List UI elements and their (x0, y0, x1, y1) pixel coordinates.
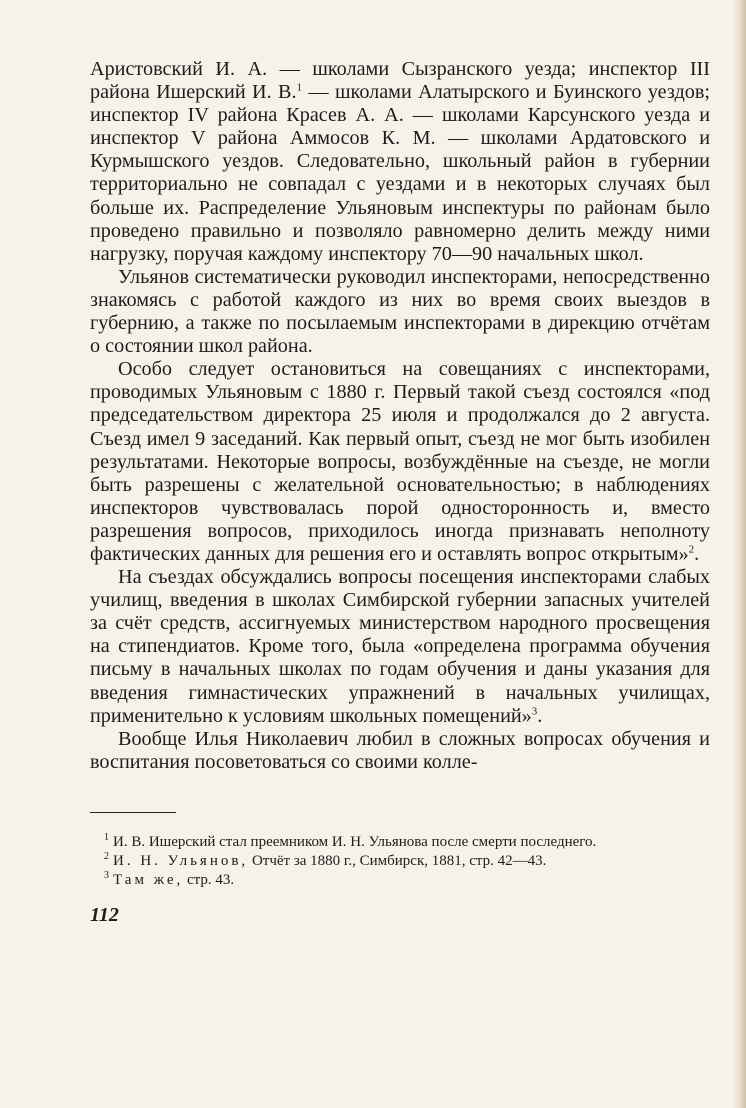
footnote-2 (90, 852, 710, 871)
page-number: 112 (90, 903, 119, 926)
footnote-mark-2: 2 (104, 850, 109, 862)
paragraph-1 (90, 58, 710, 266)
paragraph-3-text: Особо следует остановиться на совещаниях с инспекторами, проводимых Ульяновым с 1880 г. Первый такой съезд состоялся «под председательством директора 25 июля и продолжался до 2 августа. Съезд имел 9 заседаний. Как первый опыт, съезд не мог быть изобилен результатами. Некоторые вопросы, возбуждённые на съезде, не могли быть разрешены с желательной основательностью; в наблюдениях инспекторов чувствовалась порой односторонность и, вместо разрешения вопросов, приходилось иногда признавать неполноту фактических данных для решения его и оставлять вопрос открытым» (90, 358, 710, 565)
footnote-1 (90, 833, 710, 852)
footnote-3 (90, 871, 710, 890)
footnote-2-text: Отчёт за 1880 г., Симбирск, 1881, стр. 42—43. (248, 852, 547, 869)
footnote-ref-1[interactable]: 1 (296, 81, 303, 94)
footnote-ref-2[interactable]: 2 (688, 543, 695, 556)
paragraph-4-tail: . (537, 704, 543, 727)
paragraph-1-rest: — школами Алатырского и Буинского уездов; инспектор IV района Красев А. А. — школами Карсунского уезда и инспектор V района Аммосов К. М. — школами Ардатовского и Курмышского уездов. Следовательно, школьный район в губернии территориально не совпадал с уездами и в некоторых случаях был больше их. Распределение Ульяновым инспектуры по районам было проведено правильно и позволяло равномерно делить между ними нагрузку, поручая каждому инспектору 70—90 начальных школ. (90, 81, 710, 265)
paragraph-3 (90, 358, 710, 566)
footnote-divider (90, 812, 176, 813)
book-page (90, 58, 710, 927)
body-text (90, 58, 710, 774)
footnote-mark-3: 3 (104, 869, 109, 881)
footnotes (90, 833, 710, 890)
paragraph-4-text: На съездах обсуждались вопросы посещения инспекторами слабых училищ, введения в школах Симбирской губернии запасных учителей за счёт средств, ассигнуемых министерством народного просвещения на стипендиатов. Кроме того, была «определена программа обучения письму в начальных школах по годам обучения и даны указания для введения гимнастических упражнений в начальных училищах, применительно к условиям школьных помещений» (90, 566, 710, 727)
footnote-3-text: стр. 43. (183, 871, 235, 888)
page-edge-shadow (732, 0, 746, 1108)
footnote-3-ibid: Там же, (113, 871, 184, 888)
footnote-1-text: И. В. Ишерский стал преемником И. Н. Ульянова после смерти последнего. (113, 833, 597, 850)
paragraph-3-tail: . (694, 542, 700, 565)
paragraph-1-start: Аристовский И. А. — школами Сызранского уезда; инспектор III района Ишерский И. В. (90, 58, 710, 104)
footnote-mark-1: 1 (104, 831, 109, 843)
paragraph-2: Ульянов систематически руководил инспекторами, непосредственно знакомясь с работой каждого из них во время своих выездов в губернию, а также по посылаемым инспекторами в дирекцию отчётам о состоянии школ района. (90, 265, 710, 358)
paragraph-5: Вообще Илья Николаевич любил в сложных вопросах обучения и воспитания посоветоваться со своими колле- (90, 727, 710, 773)
footnote-ref-3[interactable]: 3 (531, 704, 538, 717)
paragraph-4 (90, 566, 710, 728)
footnote-2-author: И. Н. Ульянов, (113, 852, 249, 869)
